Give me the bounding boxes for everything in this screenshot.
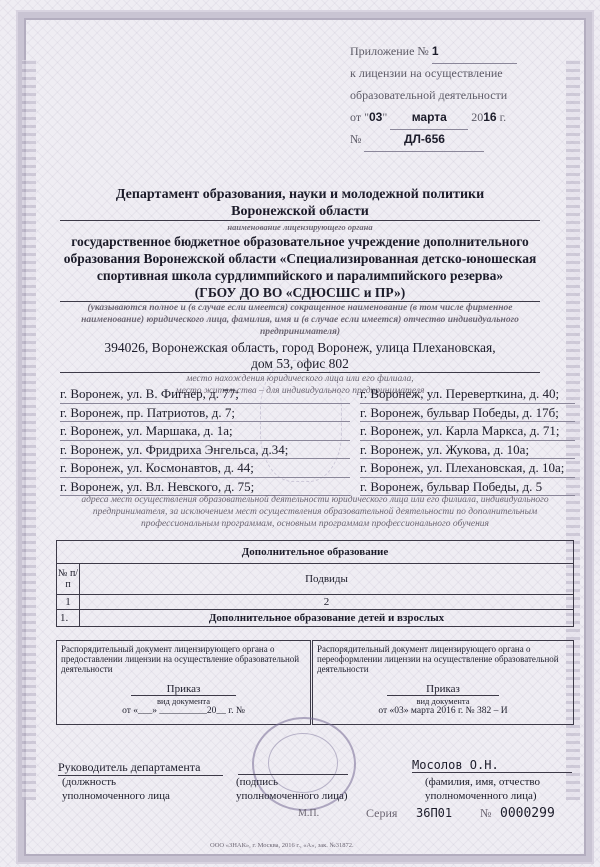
table-title: Дополнительное образование [57,541,574,564]
series-value: 36П01 [416,806,453,820]
year-prefix: 20 [471,110,484,124]
site-item: г. Воронеж, ул. Плехановская, д. 10а; [360,459,575,478]
address-line1: 394026, Воронежская область, город Воронеж, улица Плехановская, [104,340,496,355]
name-note1: (фамилия, имя, отчество [425,776,541,788]
sign-note2: уполномоченного лица) [236,790,348,802]
education-table [56,540,574,627]
doc-left-type: Приказ [166,683,201,695]
name-note2: уполномоченного лица) [425,790,537,802]
position-note1: (должность [62,776,117,788]
site-item: г. Воронеж, бульвар Победы, д. 17б; [360,404,575,423]
site-item: г. Воронеж, бульвар Победы, д. 5 [360,478,575,497]
licensing-authority [60,186,540,233]
series-label: Серия [366,806,398,820]
signature-line [238,760,348,775]
site-item: г. Воронеж, ул. В. Фигнер, д. 77; [60,385,350,404]
doc-right-type-note: вид документа [387,695,499,706]
doc-reissue-box [312,640,574,725]
appendix-number: 1 [432,40,517,64]
appendix-day: 03 [368,110,383,124]
position-note2: уполномоченного лица [62,790,170,802]
appendix-header [350,40,560,150]
row-subtype: Дополнительное образование детей и взрослых [80,610,574,627]
series-num-label: № [480,806,492,820]
doc-right-heading: Распорядительный документ лицензирующего органа о переоформлении лицензии на осуществление образовательной деятельности [317,644,559,674]
col-index-1: 1 [57,595,80,610]
license-number: ДЛ-656 [364,128,484,152]
org-short-name: (ГБОУ ДО ВО «СДЮСШС и ПР») [60,284,540,302]
form-number: 0000299 [500,806,555,821]
license-num-label: № [350,132,362,146]
appendix-month: марта [390,106,468,130]
appendix-line3: образовательной деятельности [350,88,508,102]
site-item: г. Воронеж, ул. Вл. Невского, д. 75; [60,478,350,497]
sites-left-column [60,385,350,496]
sign-note1: (подпись [236,776,279,788]
doc-left-date: от «___» __________20__ г. № [122,706,245,716]
appendix-label: Приложение № [350,44,429,58]
doc-right-date: от «03» марта 2016 г. № 382 – И [378,706,508,716]
seal-place-label: М.П. [298,808,320,819]
doc-right-type: Приказ [426,683,460,695]
date-quote-close: " [382,110,388,124]
appendix-line2: к лицензии на осуществление [350,66,503,80]
site-item: г. Воронеж, ул. Переверткина, д. 40; [360,385,575,404]
sites-right-column [360,385,575,496]
col-index-2: 2 [80,595,574,610]
col-num-header: № п/п [57,564,80,595]
org-line1: государственное бюджетное образовательное учреждение дополнительного [71,234,529,249]
site-item: г. Воронеж, ул. Маршака, д. 1а; [60,422,350,441]
org-note: (указываются полное и (в случае если имеется) сокращенное наименование (в том числе фирменное наименование) юридического лица, фамилия, имя и (в случае если имеется) отчество индивидуального предпринимателя) [81,303,519,337]
address-note1: место нахождения юридического лица или его филиала, [186,374,414,384]
signer-name: Мосолов О.Н. [412,758,572,773]
authority-line1: Департамент образования, науки и молодежной политики [115,187,485,202]
doc-left-heading: Распорядительный документ лицензирующего органа о предоставлении лицензии на осуществление образовательной деятельности [61,644,300,674]
address-line2: дом 53, офис 802 [60,356,540,373]
org-line3: спортивная школа сурдлимпийского и паралимпийского резерва» [96,268,504,283]
appendix-year: 16 [483,110,497,124]
year-tail: г. [499,110,507,124]
signer-position: Руководитель департамента [58,760,223,776]
address-note2: место жительства – для индивидуального предпринимателя [175,386,425,396]
doc-left-type-note: вид документа [131,695,236,706]
site-item: г. Воронеж, ул. Карла Маркса, д. 71; [360,422,575,441]
site-item: г. Воронеж, ул. Жукова, д. 10а; [360,441,575,460]
col-subtype-header: Подвиды [80,564,574,595]
left-ornament [22,60,36,800]
authority-line2: Воронежской области [60,203,540,221]
sites-note: адреса мест осуществления образовательной деятельности юридического лица или его филиала, индивидуального предпринимателя, за исключением мест осуществления образовательной деятельности по дополнительным профессиональным программам, основным программам профессионального обучения [81,495,549,529]
date-quote-open: от " [350,110,369,124]
site-item: г. Воронеж, ул. Фридриха Энгельса, д.34; [60,441,350,460]
doc-issuance-box [56,640,311,725]
organization-name [60,233,540,338]
org-line2: образования Воронежской области «Специализированная детско-юношеская [63,251,537,266]
authority-note: наименование лицензирующего органа [227,222,373,232]
printer-footer: ООО «ЗНАК», г. Москва, 2016 г., «А», зак. №31872. [210,842,354,849]
site-item: г. Воронеж, пр. Патриотов, д. 7; [60,404,350,423]
row-number: 1. [57,610,80,627]
site-item: г. Воронеж, ул. Космонавтов, д. 44; [60,459,350,478]
